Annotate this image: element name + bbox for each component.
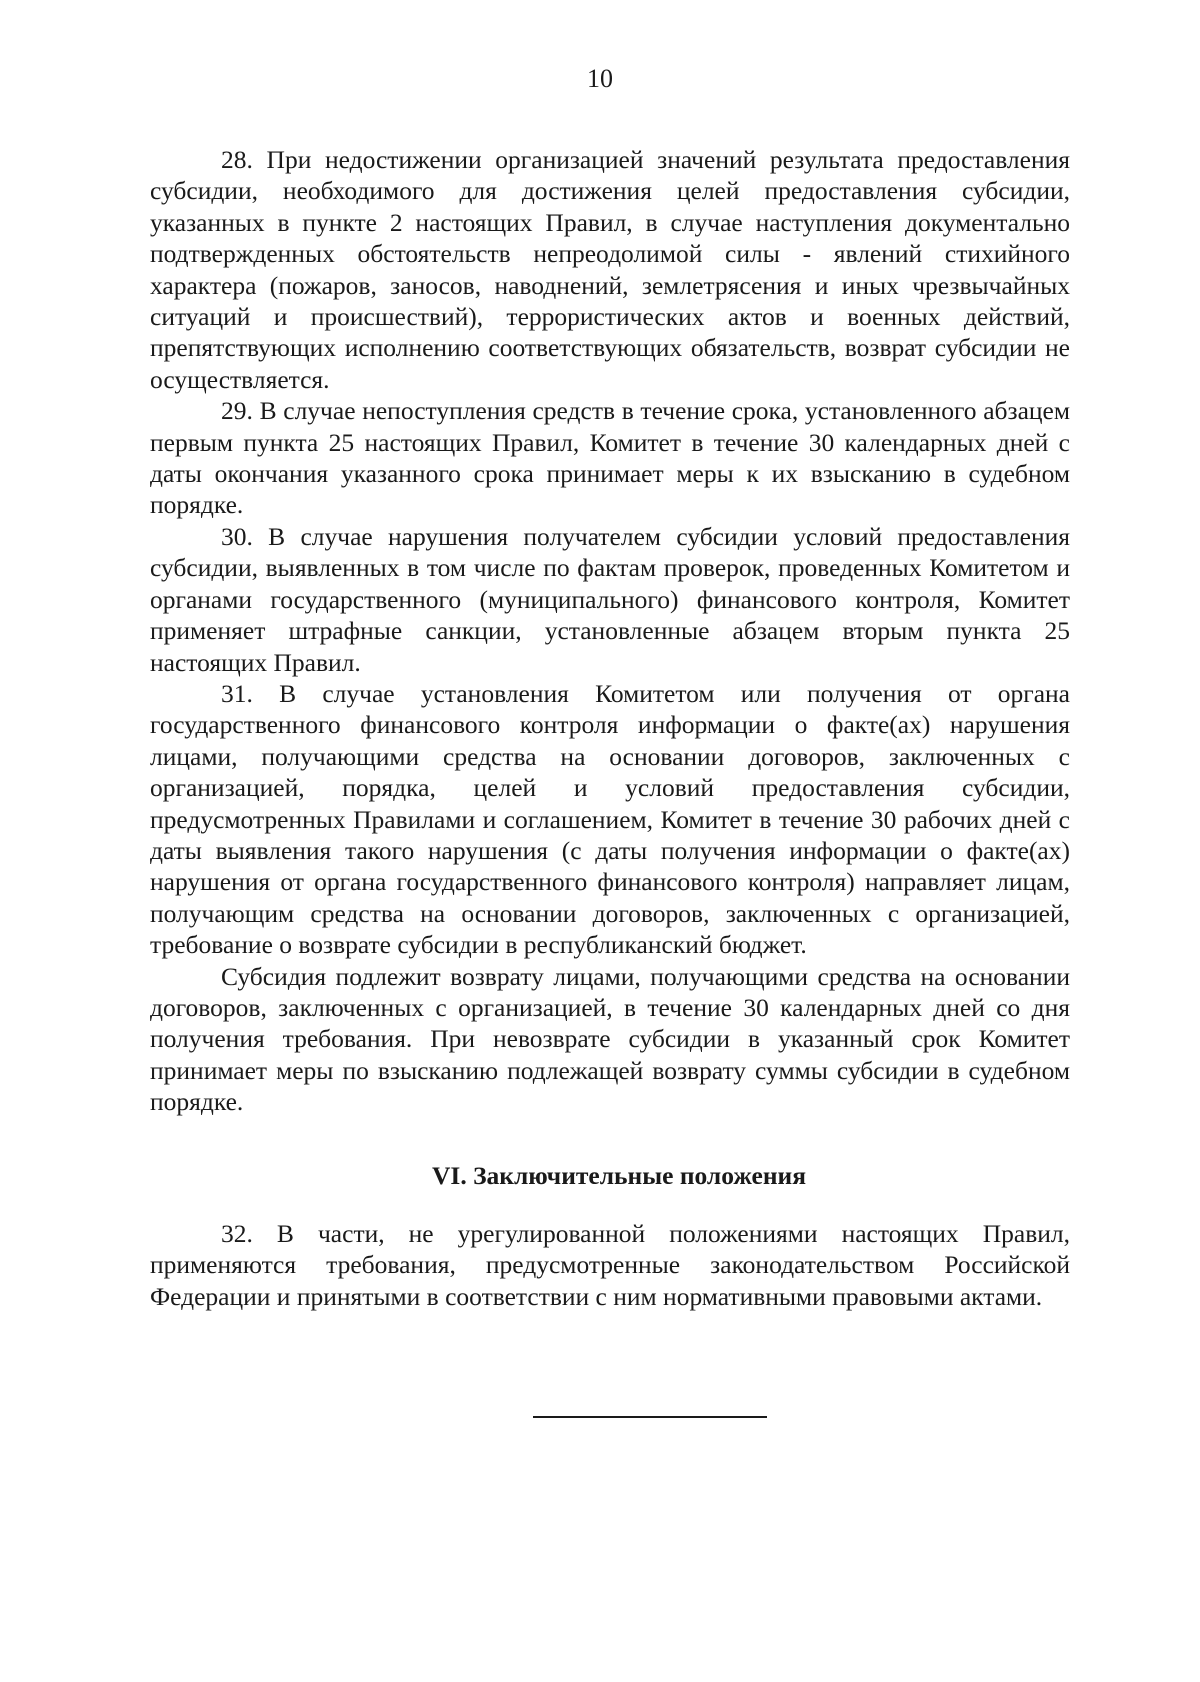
end-of-document-rule [533,1416,767,1418]
paragraph-29: 29. В случае непоступления средств в течение срока, установленного абзацем первым пункта 25 настоящих Правил, Комитет в течение 30 календарных дней с даты окончания указанного срока принимает меры к их взысканию в судебном порядке. [150,396,1070,520]
paragraph-31-continuation: Субсидия подлежит возврату лицами, получающими средства на основании договоров, заключенных с организацией, в течение 30 календарных дней со дня получения требования. При невозврате субсидии в указанный срок Комитет принимает меры по взысканию подлежащей возврату суммы субсидии в судебном порядке. [150,961,1070,1117]
paragraph-30: 30. В случае нарушения получателем субсидии условий предоставления субсидии, выявленных в том числе по фактам проверок, проведенных Комитетом и органами государственного (муниципального) финансового контроля, Комитет применяет штрафные санкции, установленные абзацем вторым пункта 25 настоящих Правил. [150,521,1070,677]
page-number: 10 [587,64,613,93]
section-heading: VI. Заключительные положения [432,1160,806,1190]
document-body [150,144,1070,1312]
paragraph-28: 28. При недостижении организацией значений результата предоставления субсидии, необходимого для достижения целей предоставления субсидии, указанных в пункте 2 настоящих Правил, в случае наступления документально подтвержденных обстоятельств непреодолимой силы - явлений стихийного характера (пожаров, заносов, наводнений, землетрясения и иных чрезвычайных ситуаций и происшествий), террористических актов и военных действий, препятствующих исполнению соответствующих обязательств, возврат субсидии не осуществляется. [150,145,1070,394]
paragraph-31: 31. В случае установления Комитетом или получения от органа государственного финансового контроля информации о факте(ах) нарушения лицами, получающими средства на основании договоров, заключенных с организацией, порядка, целей и условий предоставления субсидии, предусмотренных Правилами и соглашением, Комитет в течение 30 рабочих дней с даты выявления такого нарушения (с даты получения информации о факте(ах) нарушения от органа государственного финансового контроля) направляет лицам, получающим средства на основании договоров, заключенных с организацией, требование о возврате субсидии в республиканский бюджет. [150,678,1070,960]
paragraph-32: 32. В части, не урегулированной положениями настоящих Правил, применяются требования, предусмотренные законодательством Российской Федерации и принятыми в соответствии с ним нормативными правовыми актами. [150,1219,1070,1311]
